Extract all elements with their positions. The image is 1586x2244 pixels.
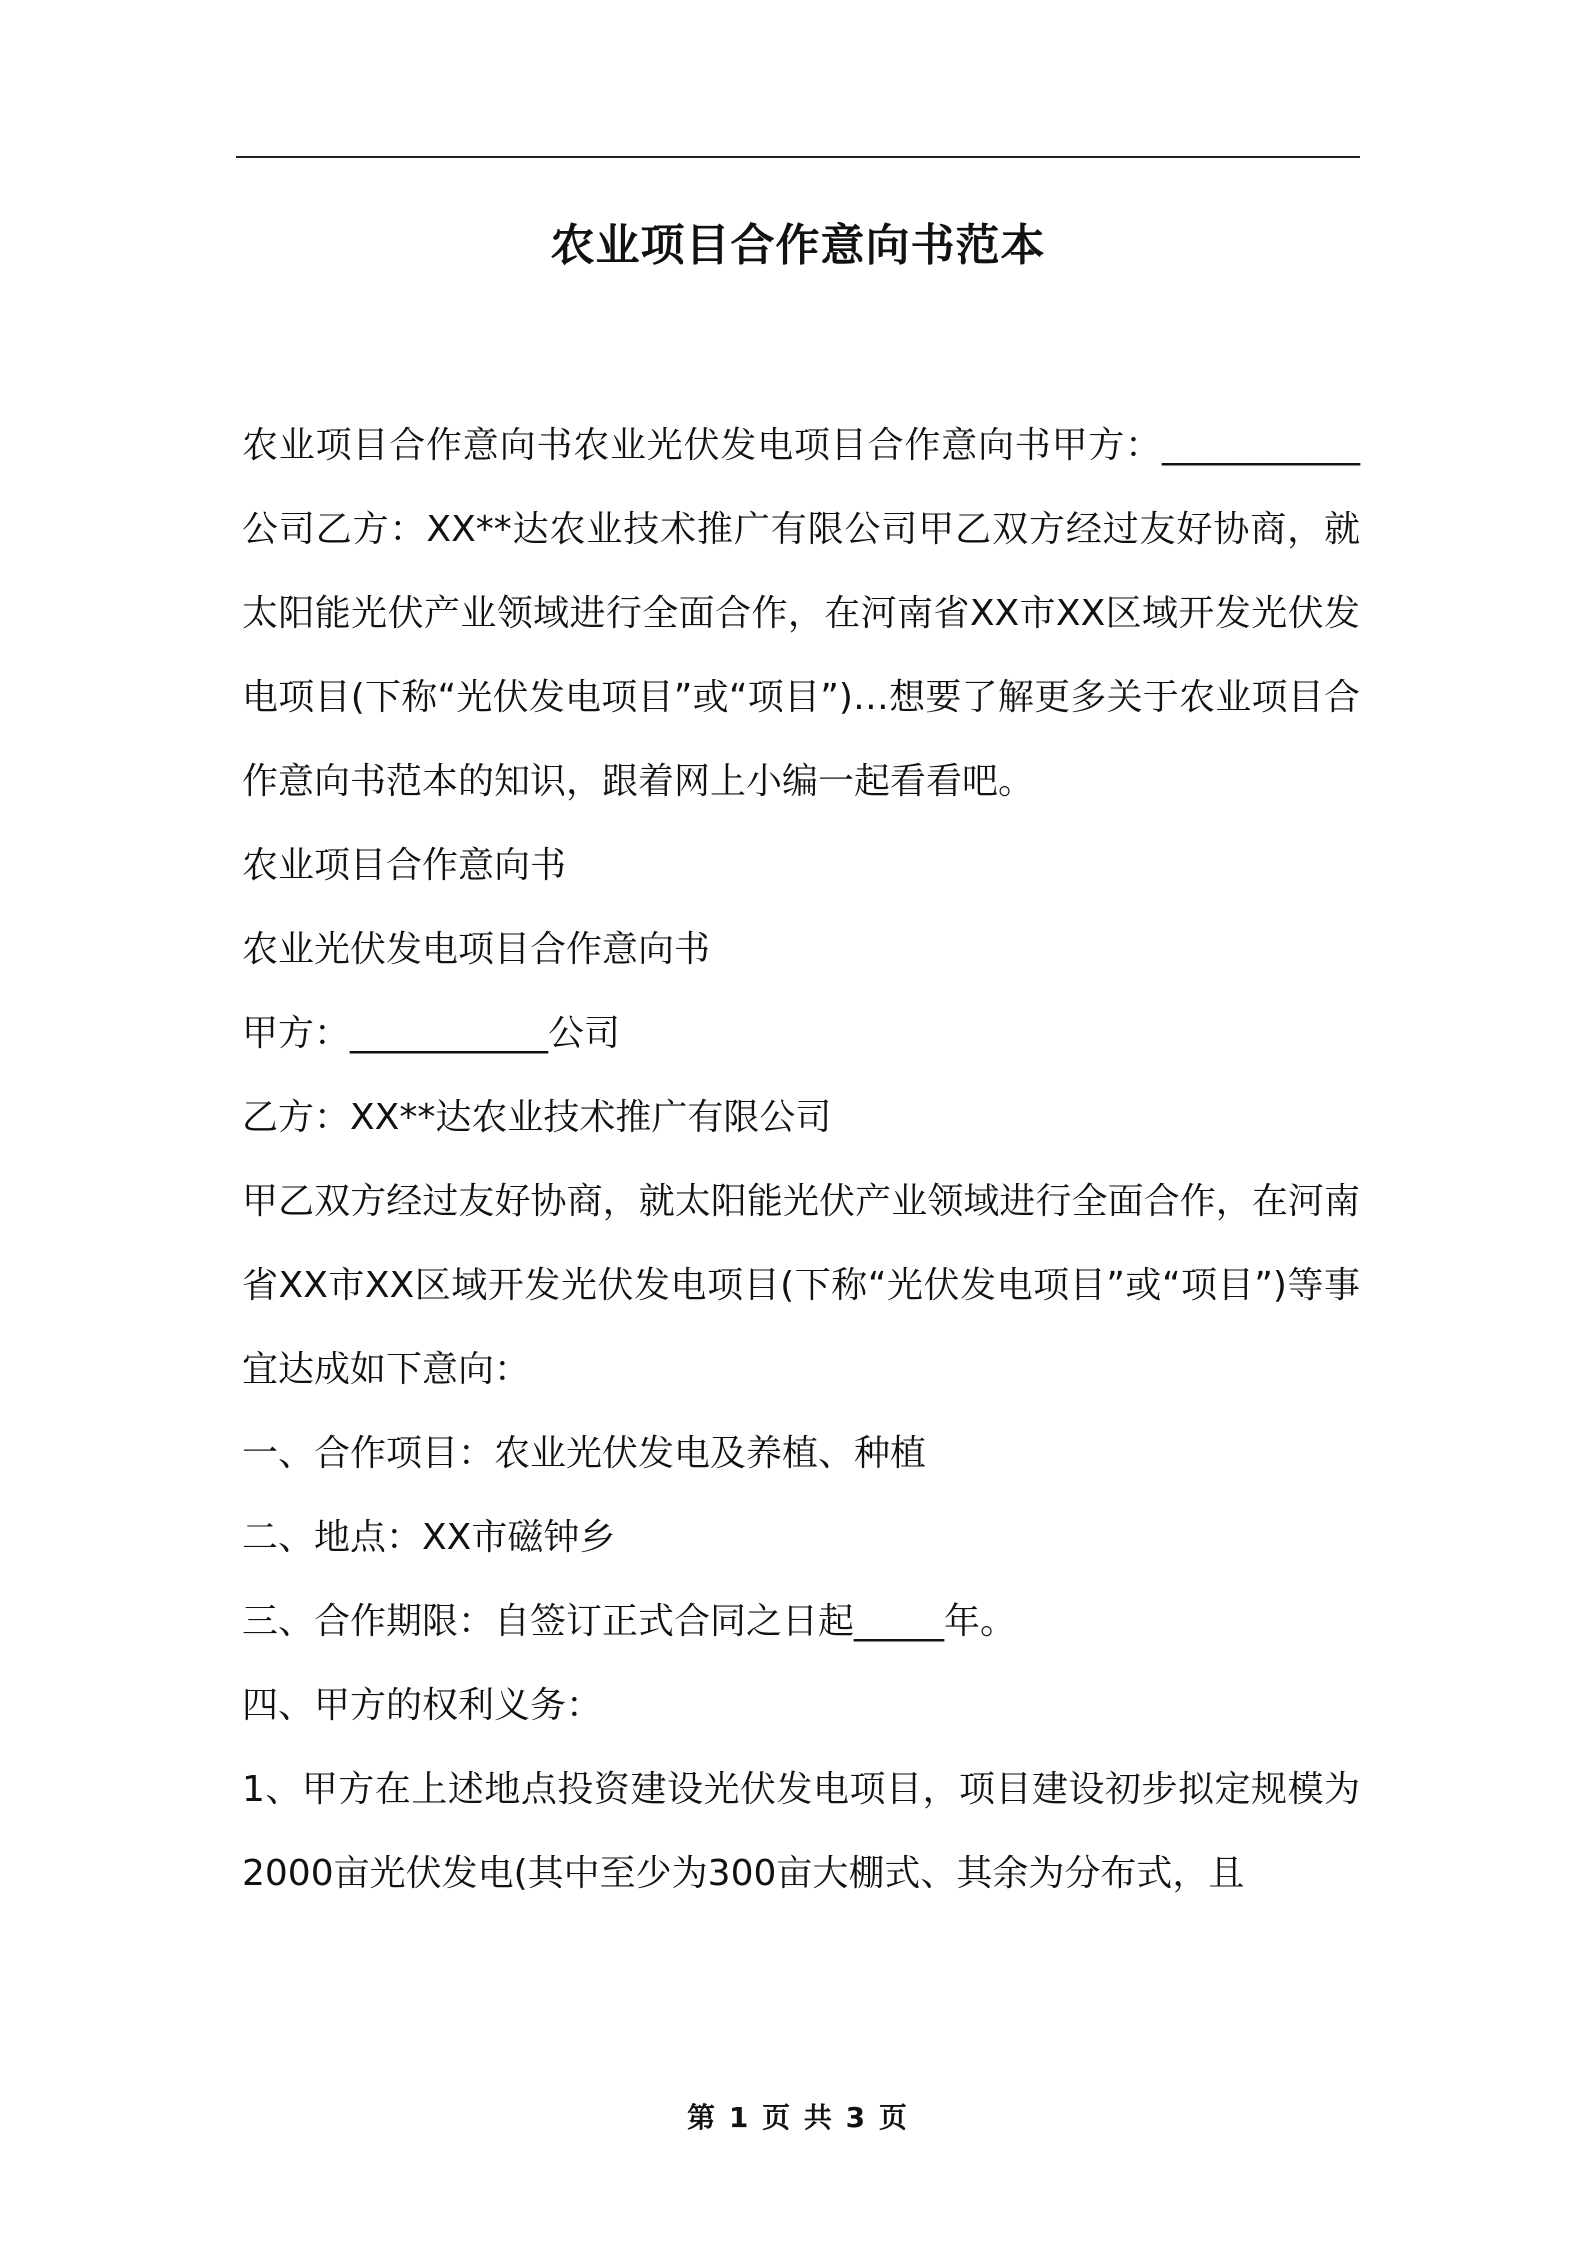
party-a-line: 甲方：___________公司 (242, 1013, 621, 1054)
section-heading: 农业项目合作意向书 (242, 845, 567, 886)
agreement-title: 农业光伏发电项目合作意向书 (242, 929, 711, 970)
header-rule (236, 156, 1360, 158)
clause-2: 二、地点：XX市磁钟乡 (242, 1517, 616, 1558)
party-b-line: 乙方：XX**达农业技术推广有限公司 (242, 1097, 832, 1138)
page-number-footer: 第 1 页 共 3 页 (687, 2101, 909, 2134)
preamble-paragraph: 甲乙双方经过友好协商，就太阳能光伏产业领域进行全面合作，在河南省XX市XX区域开发光伏发电项目(下称“光伏发电项目”或“项目”)等事宜达成如下意向： (242, 1181, 1360, 1390)
document-title: 农业项目合作意向书范本 (550, 220, 1046, 271)
clause-1: 一、合作项目：农业光伏发电及养植、种植 (242, 1433, 927, 1474)
clause-3: 三、合作期限：自签订正式合同之日起_____年。 (242, 1601, 1017, 1642)
intro-paragraph: 农业项目合作意向书农业光伏发电项目合作意向书甲方：___________公司乙方：XX**达农业技术推广有限公司甲乙双方经过友好协商，就太阳能光伏产业领域进行全面合作，在河南省XX市XX区域开发光伏发电项目(下称“光伏发电项目”或“项目”)…想要了解更多关于农业项目合作意向书范本的知识，跟着网上小编一起看看吧。 (242, 425, 1360, 802)
clause-4: 四、甲方的权利义务： (242, 1685, 603, 1726)
clause-4-item-1: 1、甲方在上述地点投资建设光伏发电项目，项目建设初步拟定规模为2000亩光伏发电(其中至少为300亩大棚式、其余为分布式，且 (242, 1769, 1360, 1894)
document-body (242, 404, 1360, 1916)
